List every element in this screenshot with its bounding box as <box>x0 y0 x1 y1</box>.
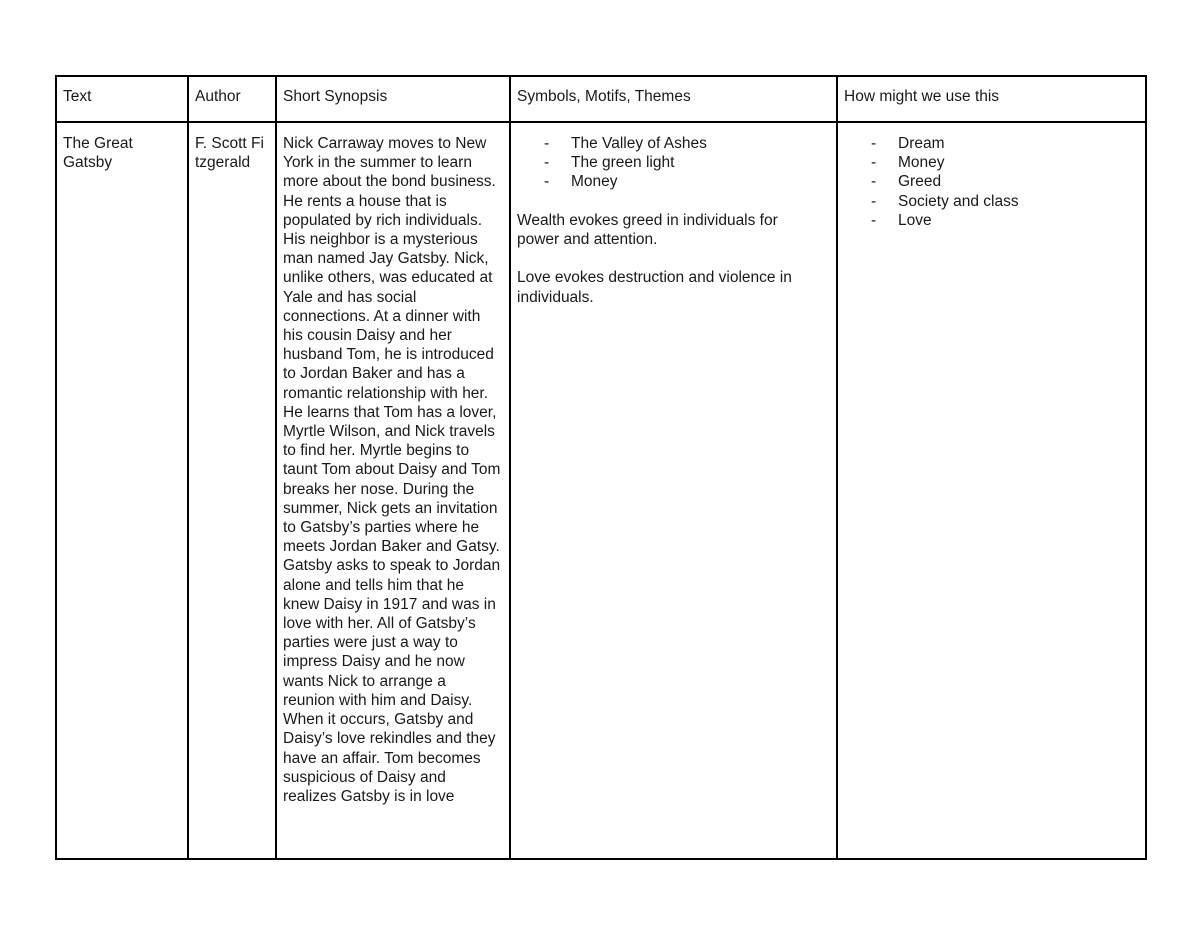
dash-bullet: - <box>871 211 877 229</box>
list-item-label: Money <box>571 173 618 191</box>
dash-bullet: - <box>871 192 877 210</box>
header-synopsis-label: Short Synopsis <box>283 88 388 105</box>
header-use-label: How might we use this <box>844 88 1000 105</box>
dash-bullet: - <box>544 135 550 152</box>
dash-bullet: - <box>871 173 877 191</box>
dash-bullet: - <box>871 135 877 152</box>
header-symbols-label: Symbols, Motifs, Themes <box>517 88 691 105</box>
header-author-label: Author <box>195 88 241 105</box>
header-author <box>188 76 276 122</box>
list-item <box>844 172 1139 191</box>
list-item <box>844 134 1139 153</box>
header-synopsis <box>276 76 510 122</box>
list-item <box>844 192 1139 211</box>
header-text-label: Text <box>63 88 92 105</box>
spacer <box>517 192 830 211</box>
cell-symbols <box>510 122 837 859</box>
symbols-list <box>517 134 830 192</box>
header-text <box>56 76 188 122</box>
list-item-label: Dream <box>898 135 945 152</box>
list-item <box>844 211 1139 230</box>
list-item-label: The green light <box>571 154 675 172</box>
table-row <box>56 122 1146 859</box>
notes-table <box>55 75 1147 860</box>
list-item-label: Love <box>898 211 932 229</box>
cell-synopsis <box>276 122 510 859</box>
cell-author <box>188 122 276 859</box>
use-list <box>844 134 1139 230</box>
cell-use <box>837 122 1146 859</box>
dash-bullet: - <box>871 154 877 172</box>
list-item <box>517 153 830 172</box>
list-item <box>517 134 830 153</box>
theme-paragraph-love: Love evokes destruction and violence in individuals. <box>517 269 792 306</box>
list-item-label: The Valley of Ashes <box>571 135 707 152</box>
dash-bullet: - <box>544 154 550 172</box>
theme-paragraph-wealth: Wealth evokes greed in individuals for power and attention. <box>517 211 778 248</box>
list-item-label: Society and class <box>898 192 1019 210</box>
list-item <box>844 153 1139 172</box>
dash-bullet: - <box>544 173 550 191</box>
header-use <box>837 76 1146 122</box>
spacer <box>517 249 830 268</box>
list-item-label: Money <box>898 154 945 172</box>
book-title: The Great Gatsby <box>63 135 133 172</box>
list-item <box>517 172 830 191</box>
synopsis-text: Nick Carraway moves to New York in the summer to learn more about the bond business. He rents a house that is populated by rich individuals. His neighbor is a mysterious man named Jay Gatsby. Nick, unlike others, was educated at Yale and has social connections. At a dinner with his cousin Daisy and her husband Tom, he is introduced to Jordan Baker and has a romantic relationship with her. He learns that Tom has a lover, Myrtle Wilson, and Nick travels to find her. Myrtle begins to taunt Tom about Daisy and Tom breaks her nose. During the summer, Nick gets an invitation to Gatsby’s parties where he meets Jordan Baker and Gatsy. Gatsby asks to speak to Jordan alone and tells him that he knew Daisy in 1917 and was in love with her. All of Gatsby’s parties were just a way to impress Daisy and he now wants Nick to arrange a reunion with him and Daisy. When it occurs, Gatsby and Daisy’s love rekindles and they have an affair. Tom becomes suspicious of Daisy and realizes Gatsby is in love <box>283 135 501 805</box>
cell-text <box>56 122 188 859</box>
table-header-row <box>56 76 1146 122</box>
list-item-label: Greed <box>898 173 942 191</box>
header-symbols <box>510 76 837 122</box>
author-name: F. Scott Fitzgerald <box>195 135 264 172</box>
